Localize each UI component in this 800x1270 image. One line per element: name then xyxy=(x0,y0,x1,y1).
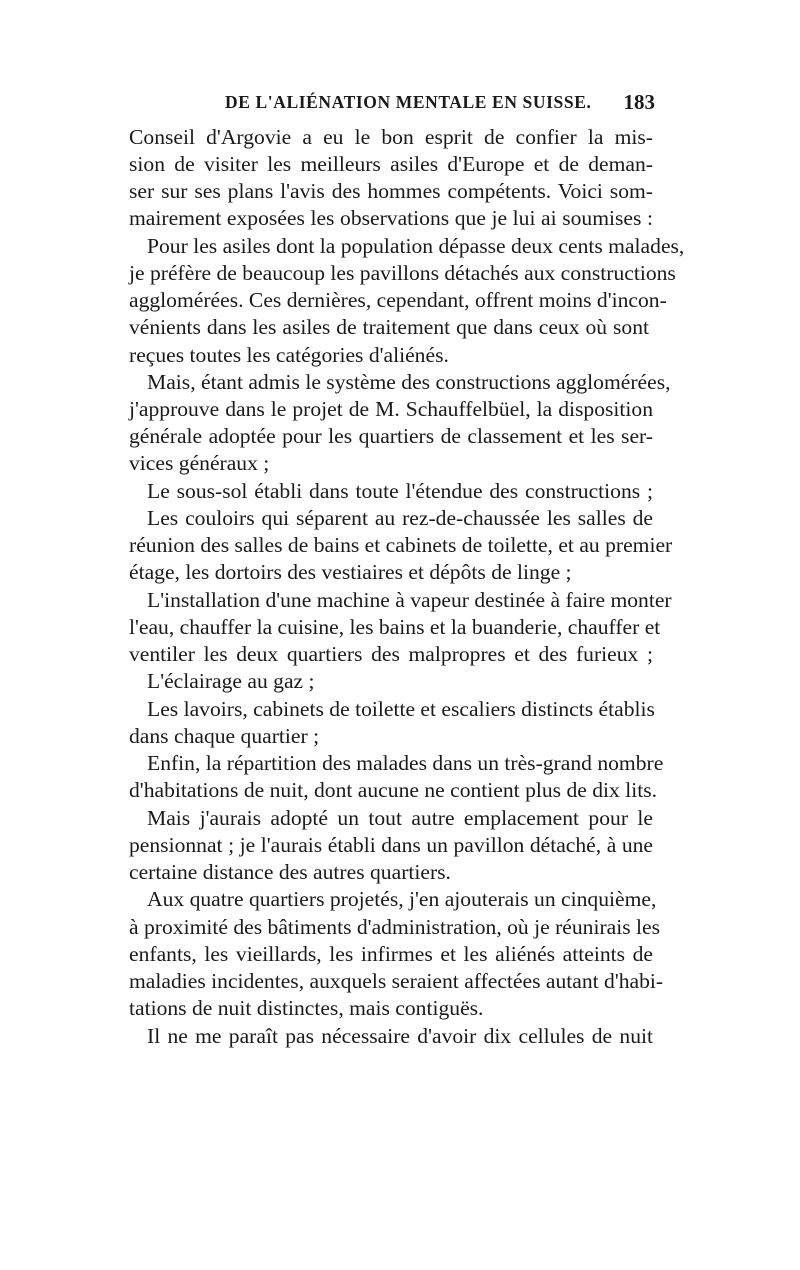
text-line: je préfère de beaucoup les pavillons détachés aux constructions xyxy=(129,261,676,285)
text-line: mairement exposées les observations que je lui ai soumises : xyxy=(129,206,653,230)
text-line: j'approuve dans le projet de M. Schauffelbüel, la disposition xyxy=(129,397,653,421)
page-number: 183 xyxy=(623,90,655,114)
text-line: Pour les asiles dont la population dépasse deux cents malades, xyxy=(147,234,685,258)
text-line: générale adoptée pour les quartiers de classement et les ser- xyxy=(129,424,653,448)
text-line: Conseil d'Argovie a eu le bon esprit de confier la mis- xyxy=(129,125,653,149)
text-line: pensionnat ; je l'aurais établi dans un pavillon détaché, à une xyxy=(129,833,653,857)
text-line: Aux quatre quartiers projetés, j'en ajouterais un cinquième, xyxy=(147,887,657,911)
running-title: DE L'ALIÉNATION MENTALE EN SUISSE. xyxy=(225,92,592,112)
text-line: L'éclairage au gaz ; xyxy=(147,669,315,693)
text-line: étage, les dortoirs des vestiaires et dépôts de linge ; xyxy=(129,560,572,584)
text-line: d'habitations de nuit, dont aucune ne contient plus de dix lits. xyxy=(129,778,658,802)
text-line: enfants, les vieillards, les infirmes et les aliénés atteints de xyxy=(129,942,653,966)
text-line: Les lavoirs, cabinets de toilette et escaliers distincts établis xyxy=(147,697,655,721)
text-line: Les couloirs qui séparent au rez-de-chaussée les salles de xyxy=(147,506,653,530)
text-line: Il ne me paraît pas nécessaire d'avoir dix cellules de nuit xyxy=(147,1024,653,1048)
text-line: reçues toutes les catégories d'aliénés. xyxy=(129,343,449,367)
text-line: Le sous-sol établi dans toute l'étendue des constructions ; xyxy=(147,479,653,503)
text-line: à proximité des bâtiments d'administration, où je réunirais les xyxy=(129,915,661,939)
text-line: Mais, étant admis le système des constructions agglomérées, xyxy=(147,370,671,394)
text-line: vénients dans les asiles de traitement que dans ceux où sont xyxy=(129,315,649,339)
text-line: ser sur ses plans l'avis des hommes compétents. Voici som- xyxy=(129,179,653,203)
text-line: réunion des salles de bains et cabinets de toilette, et au premier xyxy=(129,533,673,557)
text-line: maladies incidentes, auxquels seraient affectées autant d'habi- xyxy=(129,969,664,993)
page-header xyxy=(127,90,655,120)
text-line: Mais j'aurais adopté un tout autre emplacement pour le xyxy=(147,806,653,830)
text-line: l'eau, chauffer la cuisine, les bains et la buanderie, chauffer et xyxy=(129,615,661,639)
text-line: ventiler les deux quartiers des malpropres et des furieux ; xyxy=(129,642,653,666)
text-line: L'installation d'une machine à vapeur destinée à faire monter xyxy=(147,588,672,612)
text-line: sion de visiter les meilleurs asiles d'Europe et de deman- xyxy=(129,152,653,176)
text-line: dans chaque quartier ; xyxy=(129,724,320,748)
text-line: certaine distance des autres quartiers. xyxy=(129,860,451,884)
text-line: tations de nuit distinctes, mais contiguës. xyxy=(129,996,484,1020)
text-line: vices généraux ; xyxy=(129,451,270,475)
text-line: Enfin, la répartition des malades dans un très-grand nombre xyxy=(147,751,664,775)
text-line: agglomérées. Ces dernières, cependant, offrent moins d'incon- xyxy=(129,288,667,312)
